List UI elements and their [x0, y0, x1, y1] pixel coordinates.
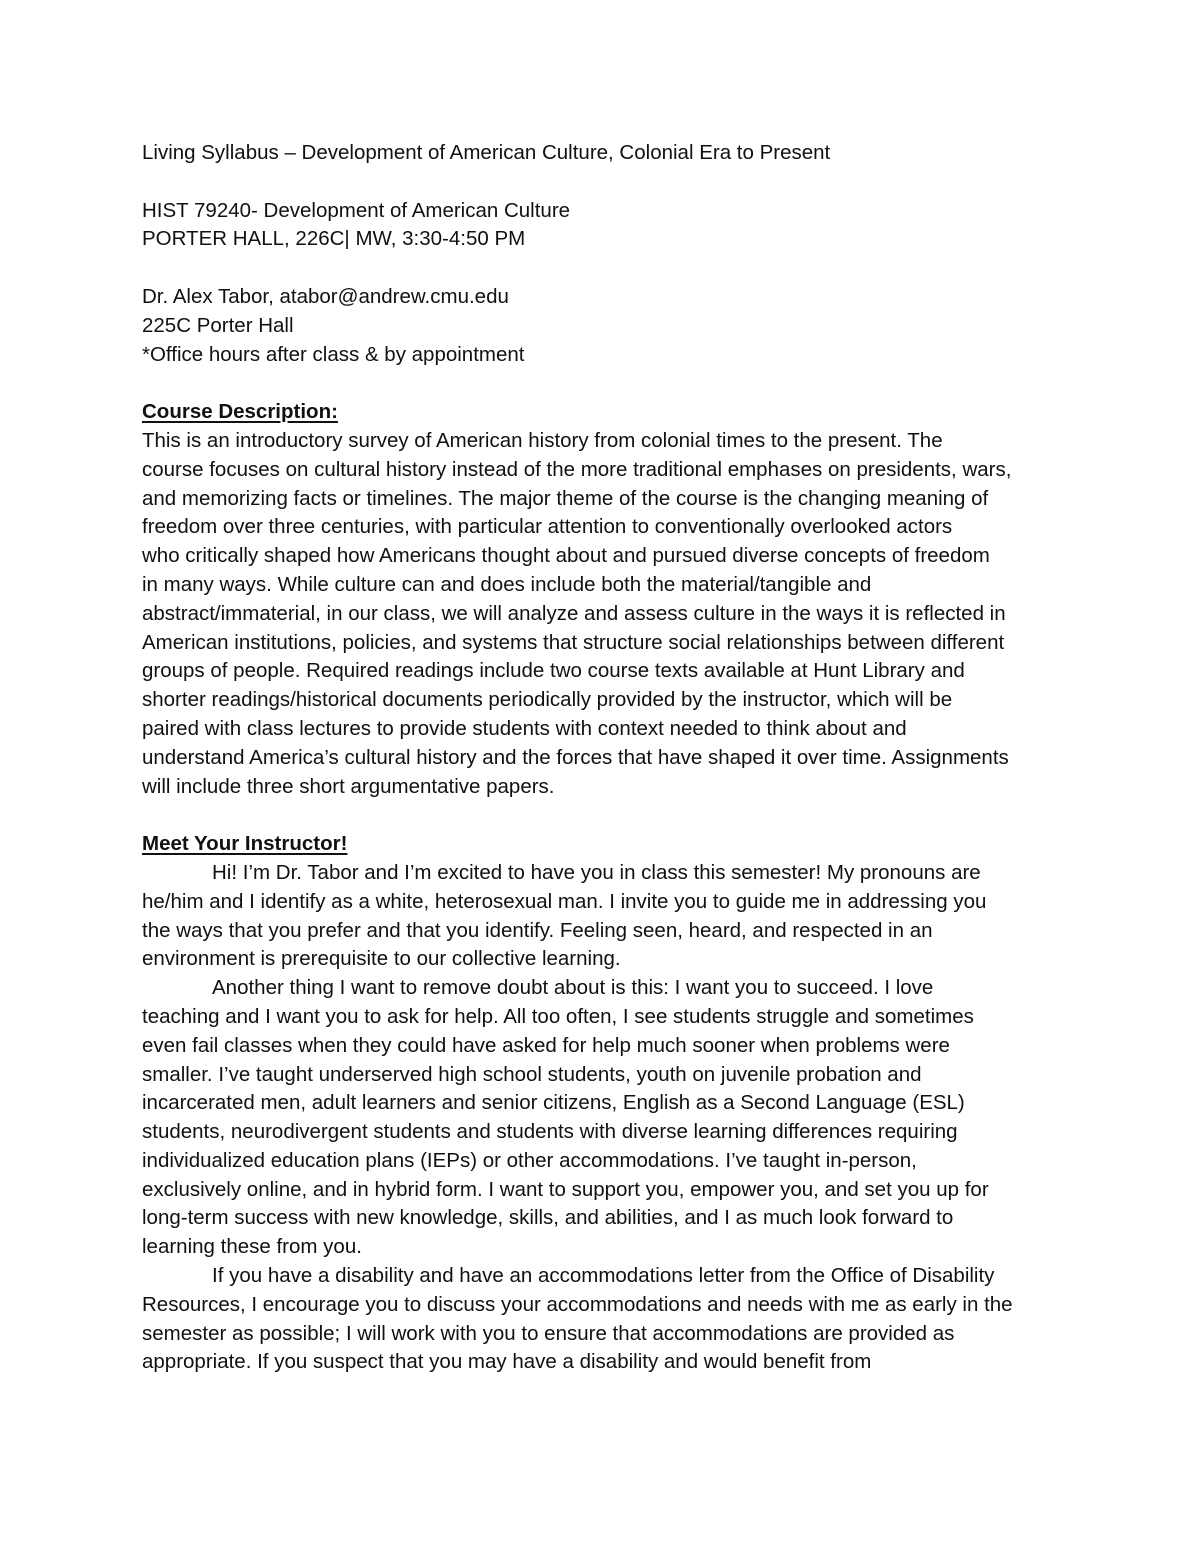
body-line: freedom over three centuries, with particular attention to conventionally overlooked actors [142, 515, 953, 539]
body-line: American institutions, policies, and systems that structure social relationships between different [142, 630, 1005, 654]
meet-instructor-paragraph-1 [142, 859, 1072, 974]
instructor-office-hours: *Office hours after class & by appointment [142, 342, 525, 366]
instructor-name-email: Dr. Alex Tabor, atabor@andrew.cmu.edu [142, 284, 509, 308]
spacer [142, 369, 1072, 398]
body-line: shorter readings/historical documents periodically provided by the instructor, which will be [142, 688, 953, 712]
body-line: abstract/immaterial, in our class, we will analyze and assess culture in the ways it is reflected in [142, 601, 1006, 625]
body-line: This is an introductory survey of American history from colonial times to the present. The [142, 428, 943, 452]
body-line: understand America’s cultural history and the forces that have shaped it over time. Assignments [142, 745, 1009, 769]
spacer [142, 168, 1072, 197]
document-title: Living Syllabus – Development of American Culture, Colonial Era to Present [142, 141, 831, 164]
body-line: he/him and I identify as a white, heterosexual man. I invite you to guide me in addressing you [142, 889, 987, 913]
body-line: long-term success with new knowledge, skills, and abilities, and I as much look forward to [142, 1206, 954, 1230]
body-line: paired with class lectures to provide students with context needed to think about and [142, 716, 907, 740]
body-line: students, neurodivergent students and students with diverse learning differences requiring [142, 1120, 958, 1144]
body-line: incarcerated men, adult learners and senior citizens, English as a Second Language (ESL) [142, 1091, 965, 1115]
body-line: individualized education plans (IEPs) or other accommodations. I’ve taught in-person, [142, 1148, 917, 1172]
body-line: groups of people. Required readings include two course texts available at Hunt Library and [142, 659, 965, 683]
body-line: If you have a disability and have an accommodations letter from the Office of Disability [212, 1264, 995, 1288]
course-description-heading: Course Description: [142, 400, 338, 424]
body-line: appropriate. If you suspect that you may have a disability and would benefit from [142, 1350, 872, 1374]
body-line: and memorizing facts or timelines. The major theme of the course is the changing meaning of [142, 486, 989, 510]
body-line: environment is prerequisite to our collective learning. [142, 947, 621, 971]
body-line: even fail classes when they could have asked for help much sooner when problems were [142, 1033, 950, 1057]
body-line: Another thing I want to remove doubt about is this: I want you to succeed. I love [212, 976, 934, 1000]
meet-instructor-heading: Meet Your Instructor! [142, 832, 348, 856]
meet-instructor-paragraph-2 [142, 974, 1072, 1262]
body-line: semester as possible; I will work with you to ensure that accommodations are provided as [142, 1321, 955, 1345]
body-line: in many ways. While culture can and does include both the material/tangible and [142, 572, 872, 596]
body-line: the ways that you prefer and that you identify. Feeling seen, heard, and respected in an [142, 918, 933, 942]
body-line: Resources, I encourage you to discuss your accommodations and needs with me as early in the [142, 1292, 1013, 1316]
meet-instructor-paragraph-3 [142, 1262, 1072, 1377]
spacer [142, 254, 1072, 283]
body-line: who critically shaped how Americans thought about and pursued diverse concepts of freedom [142, 544, 990, 568]
body-line: learning these from you. [142, 1235, 362, 1259]
body-line: Hi! I’m Dr. Tabor and I’m excited to have you in class this semester! My pronouns are [212, 860, 981, 884]
course-location-time: PORTER HALL, 226C| MW, 3:30-4:50 PM [142, 227, 526, 251]
course-description-body [142, 427, 1072, 801]
body-line: course focuses on cultural history instead of the more traditional emphases on presidents, wars, [142, 457, 1012, 481]
body-line: smaller. I’ve taught underserved high school students, youth on juvenile probation and [142, 1062, 922, 1086]
body-line: will include three short argumentative papers. [142, 774, 555, 798]
instructor-office: 225C Porter Hall [142, 313, 294, 337]
syllabus-page [142, 139, 1072, 1377]
spacer [142, 801, 1072, 830]
course-code-name: HIST 79240- Development of American Culture [142, 198, 571, 222]
body-line: teaching and I want you to ask for help. All too often, I see students struggle and sometimes [142, 1004, 974, 1028]
body-line: exclusively online, and in hybrid form. I want to support you, empower you, and set you up for [142, 1177, 989, 1201]
